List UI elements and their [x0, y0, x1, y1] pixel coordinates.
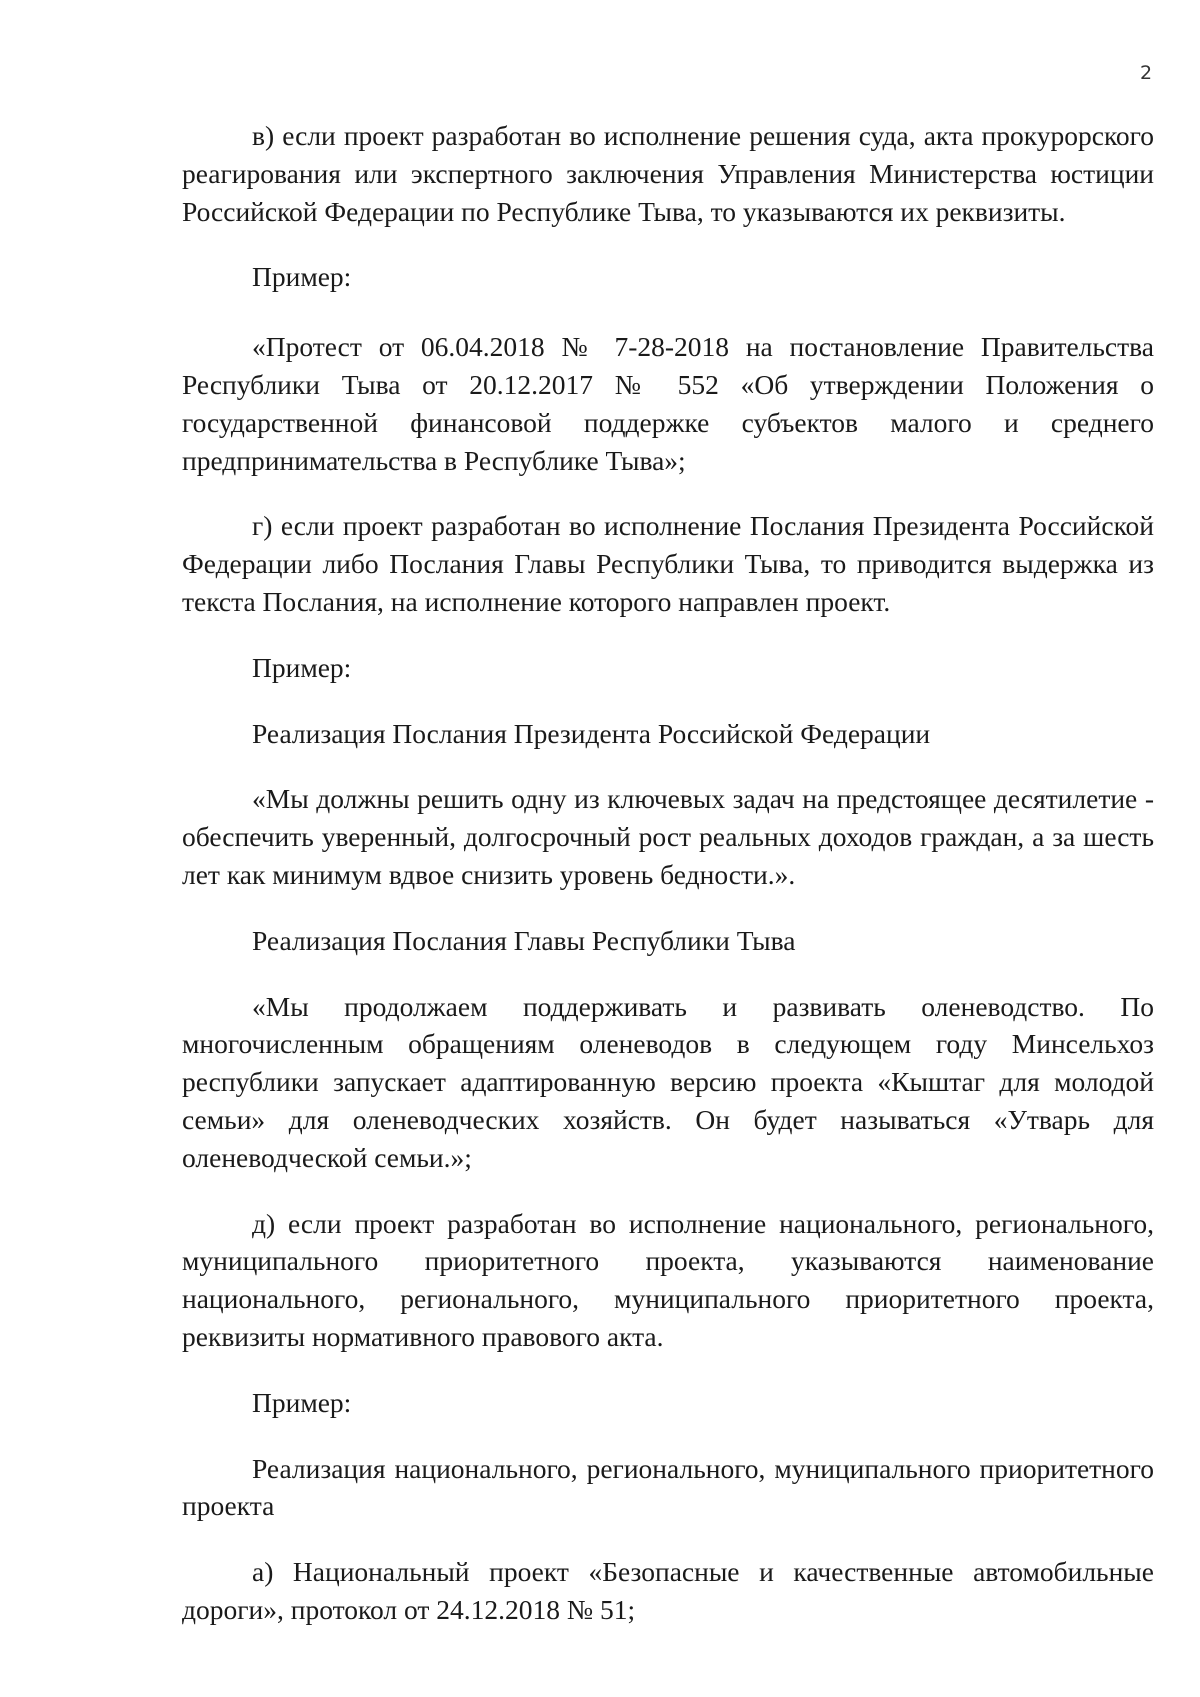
- heading-head-message: Реализация Послания Главы Республики Тыва: [252, 924, 796, 956]
- example-label: Пример:: [252, 1386, 352, 1418]
- paragraph-national-project: а) Национальный проект «Безопасные и качественные автомобильные дороги», протокол от 24.12.2018 № 51;: [182, 1556, 1154, 1625]
- paragraph-head-quote: «Мы продолжаем поддерживать и развивать оленеводство. По многочисленным обращениям оленеводов в следующем году Минсельхоз республики запускает адаптированную версию проекта «Кыштаг для молодой семьи» для оленеводческих хозяйств. Он будет называться «Утварь для оленеводческой семьи.»;: [182, 990, 1154, 1173]
- example-label: Пример:: [252, 261, 352, 293]
- paragraph-president-quote: «Мы должны решить одну из ключевых задач на предстоящее десятилетие - обеспечить уверенный, долгосрочный рост реальных доходов граждан, а за шесть лет как минимум вдвое снизить уровень бедности.».: [182, 783, 1154, 890]
- paragraph-item-v: в) если проект разработан во исполнение решения суда, акта прокурорского реагирования или экспертного заключения Управления Министерства юстиции Российской Федерации по Республике Тыва, то указываются их реквизиты.: [182, 120, 1154, 227]
- paragraph-protest-example: «Протест от 06.04.2018 № 7-28-2018 на постановление Правительства Республики Тыва от 20.12.2017 № 552 «Об утверждении Положения о государственной финансовой поддержке субъектов малого и среднего предпринимательства в Республике Тыва»;: [182, 331, 1154, 476]
- heading-priority-project: Реализация национального, регионального, муниципального приоритетного проекта: [182, 1452, 1154, 1522]
- heading-president-message: Реализация Послания Президента Российской Федерации: [252, 717, 931, 749]
- document-body: [182, 117, 1154, 1657]
- paragraph-item-d: д) если проект разработан во исполнение национального, регионального, муниципального приоритетного проекта, указываются наименование национального, регионального, муниципального приоритетного проекта, реквизиты нормативного правового акта.: [182, 1207, 1154, 1352]
- example-label: Пример:: [252, 651, 352, 683]
- paragraph-item-g: г) если проект разработан во исполнение Послания Президента Российской Федерации либо Послания Главы Республики Тыва, то приводится выдержка из текста Послания, на исполнение которого направлен проект.: [182, 510, 1154, 617]
- page-number: 2: [1140, 62, 1153, 84]
